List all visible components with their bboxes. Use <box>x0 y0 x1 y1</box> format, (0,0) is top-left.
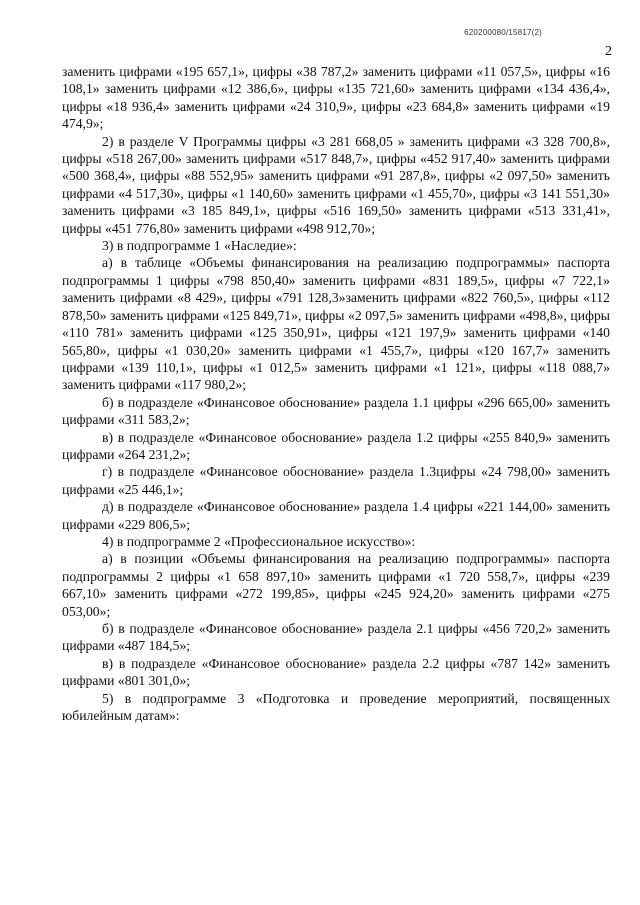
paragraph-item-4b: б) в подразделе «Финансовое обоснование» раздела 2.1 цифры «456 720,2» заменить цифрами «487 184,5»; <box>62 621 610 654</box>
document-body <box>62 63 610 724</box>
page-number: 2 <box>605 44 612 59</box>
paragraph-item-3e: д) в подразделе «Финансовое обоснование» раздела 1.4 цифры «221 144,00» заменить цифрами «229 806,5»; <box>62 499 610 532</box>
paragraph-item-3a: а) в таблице «Объемы финансирования на реализацию подпрограммы» паспорта подпрограммы 1 цифры «798 850,40» заменить цифрами «831 189,5», цифры «7 722,1» заменить цифрами «8 429», цифры «791 128,3»заменить цифрами «822 760,5», цифры «112 878,50» заменить цифрами «125 849,71», цифры «2 097,5» заменить цифрами «498,8», цифры «110 781» заменить цифрами «125 350,91», цифры «121 197,9» заменить цифрами «140 565,80», цифры «1 030,20» заменить цифрами «1 455,7», цифры «120 167,7» заменить цифрами «139 110,1», цифры «1 012,5» заменить цифрами «1 121», цифры «118 088,7» заменить цифрами «117 980,2»; <box>62 255 610 393</box>
paragraph-continuation: заменить цифрами «195 657,1», цифры «38 787,2» заменить цифрами «11 057,5», цифры «16 108,1» заменить цифрами «12 386,6», цифры «135 721,60» заменить цифрами «134 436,4», цифры «18 936,4» заменить цифрами «24 310,9», цифры «23 684,8» заменить цифрами «19 474,9»; <box>62 64 610 132</box>
paragraph-item-3b: б) в подразделе «Финансовое обоснование» раздела 1.1 цифры «296 665,00» заменить цифрами «311 583,2»; <box>62 394 610 428</box>
paragraph-item-3d: г) в подразделе «Финансовое обоснование» раздела 1.3цифры «24 798,00» заменить цифрами «25 446,1»; <box>62 464 610 497</box>
paragraph-item-4-heading: 4) в подпрограмме 2 «Профессиональное искусство»: <box>102 533 416 549</box>
paragraph-item-4a: а) в позиции «Объемы финансирования на реализацию подпрограммы» паспорта подпрограммы 2 цифры «1 658 897,10» заменить цифрами «1 720 558,7», цифры «239 667,10» заменить цифрами «272 199,85», цифры «245 924,20» заменить цифрами «275 053,00»; <box>62 551 610 619</box>
paragraph-item-3-heading: 3) в подпрограмме 1 «Наследие»: <box>102 238 297 254</box>
paragraph-item-3c: в) в подразделе «Финансовое обоснование» раздела 1.2 цифры «255 840,9» заменить цифрами «264 231,2»; <box>62 429 610 462</box>
paragraph-item-4c: в) в подразделе «Финансовое обоснование» раздела 2.2 цифры «787 142» заменить цифрами «801 301,0»; <box>62 655 610 689</box>
paragraph-item-5-heading: 5) в подпрограмме 3 «Подготовка и проведение мероприятий, посвященных юбилейным датам»: <box>62 690 610 724</box>
document-id: 620200080/15817(2) <box>464 28 542 37</box>
paragraph-item-2-section-v: 2) в разделе V Программы цифры «3 281 668,05 » заменить цифрами «3 328 700,8», цифры «518 267,00» заменить цифрами «517 848,7», цифры «452 917,40» заменить цифрами «500 368,4», цифры «88 552,95» заменить цифрами «91 287,8», цифры «2 097,50» заменить цифрами «4 517,30», цифры «1 140,60» заменить цифрами «1 455,70», цифры «3 141 551,30» заменить цифрами «3 185 849,1», цифры «516 169,50» заменить цифрами «513 331,41», цифры «451 776,80» заменить цифрами «498 912,70»; <box>62 133 610 236</box>
